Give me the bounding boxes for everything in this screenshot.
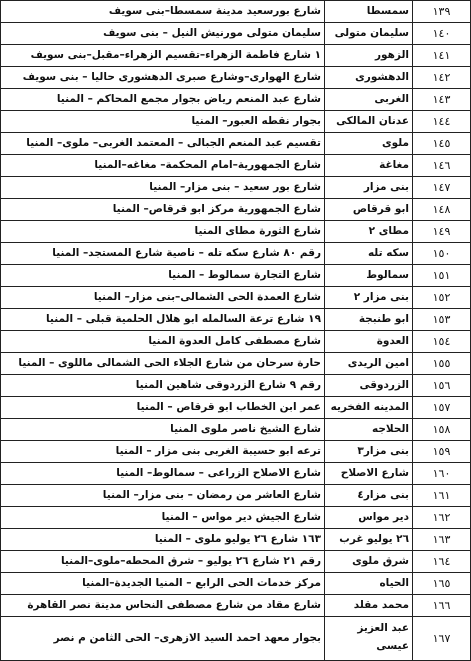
- table-row: [1, 595, 471, 617]
- branch-name: محمد مقلد: [325, 595, 413, 617]
- branch-address: شارع الجمهورية–امام المحكمة– مغاغه–المنيا: [1, 155, 325, 177]
- table-row: [1, 133, 471, 155]
- branch-address: شارع الثورة مطاى المنيا: [1, 221, 325, 243]
- row-number: ١٤٠: [413, 23, 471, 45]
- table-row: [1, 573, 471, 595]
- branch-address: شارع بورسعيد مدينة سمسطا–بنى سويف: [1, 1, 325, 23]
- branch-name: مطاى ٢: [325, 221, 413, 243]
- table-row: [1, 45, 471, 67]
- table-row: [1, 23, 471, 45]
- branch-address: عمر ابن الخطاب ابو قرقاص – المنيا: [1, 397, 325, 419]
- branch-name: عبد العزيز عيسى: [325, 617, 413, 661]
- row-number: ١٤٦: [413, 155, 471, 177]
- branch-address: شارع التجارة سمالوط – المنيا: [1, 265, 325, 287]
- branch-address: ١ شارع فاطمة الزهراء–تقسيم الزهراء–مقبل–بنى سويف: [1, 45, 325, 67]
- row-number: ١٦٠: [413, 463, 471, 485]
- table-row: [1, 111, 471, 133]
- table-row: [1, 441, 471, 463]
- table-row: [1, 309, 471, 331]
- row-number: ١٦٣: [413, 529, 471, 551]
- row-number: ١٤٢: [413, 67, 471, 89]
- branch-address: شارع الجيش دير مواس – المنيا: [1, 507, 325, 529]
- branch-name: بنى مزار٤: [325, 485, 413, 507]
- branch-name: مغاغة: [325, 155, 413, 177]
- row-number: ١٦٤: [413, 551, 471, 573]
- branch-address: شارع عبد المنعم رياض بجوار مجمع المحاكم – المنيا: [1, 89, 325, 111]
- table-row: [1, 221, 471, 243]
- row-number: ١٦١: [413, 485, 471, 507]
- branch-address: رقم ٨٠ شارع سكه تله – ناصية شارع المستجد– المنيا: [1, 243, 325, 265]
- table-row: [1, 617, 471, 661]
- table-row: [1, 1, 471, 23]
- row-number: ١٥٨: [413, 419, 471, 441]
- branch-name: ابو قرقاص: [325, 199, 413, 221]
- branch-name: الزهور: [325, 45, 413, 67]
- table-row: [1, 529, 471, 551]
- branch-address: سليمان متولى مورنيش النيل – بنى سويف: [1, 23, 325, 45]
- row-number: ١٤٥: [413, 133, 471, 155]
- branches-table-body: [1, 1, 471, 661]
- row-number: ١٥٠: [413, 243, 471, 265]
- branch-name: عدنان المالكى: [325, 111, 413, 133]
- branch-address: شارع الاصلاح الزراعى – سمالوط– المنيا: [1, 463, 325, 485]
- branch-address: شارع بور سعيد – بنى مزار– المنيا: [1, 177, 325, 199]
- table-row: [1, 463, 471, 485]
- branch-name: الغربى: [325, 89, 413, 111]
- branch-name: الحياه: [325, 573, 413, 595]
- branch-address: حارة سرحان من شارع الجلاء الحى الشمالى ماللوى – المنيا: [1, 353, 325, 375]
- branch-name: بنى مزار ٢: [325, 287, 413, 309]
- branch-address: شارع العاشر من رمضان – بنى مزار– المنيا: [1, 485, 325, 507]
- row-number: ١٥٥: [413, 353, 471, 375]
- branch-address: ١٩ شارع ترعة السالمله ابو هلال الحلمية قبلى – المنيا: [1, 309, 325, 331]
- branch-name: المدينه الفخريه: [325, 397, 413, 419]
- row-number: ١٤٤: [413, 111, 471, 133]
- branch-name: ابو طنبجة: [325, 309, 413, 331]
- branch-name: سمالوط: [325, 265, 413, 287]
- table-row: [1, 67, 471, 89]
- branch-address: ١٦٣ شارع ٢٦ يوليو ملوى – المنيا: [1, 529, 325, 551]
- table-row: [1, 375, 471, 397]
- branch-name: شارع الاصلاح: [325, 463, 413, 485]
- branch-name: الحلاجه: [325, 419, 413, 441]
- branch-name: ٢٦ يوليو غرب: [325, 529, 413, 551]
- branch-name: امين الريدى: [325, 353, 413, 375]
- row-number: ١٤٩: [413, 221, 471, 243]
- table-row: [1, 155, 471, 177]
- branch-address: شارع مقاد من شارع مصطفى النحاس مدينة نصر القاهرة: [1, 595, 325, 617]
- branch-name: الزردوقى: [325, 375, 413, 397]
- branch-address: تقسيم عبد المنعم الجبالى – المعتمد الغربى– ملوى– المنيا: [1, 133, 325, 155]
- branch-address: شارع الشيخ ناصر ملوى المنيا: [1, 419, 325, 441]
- branch-name: سكه تله: [325, 243, 413, 265]
- table-row: [1, 551, 471, 573]
- branch-address: مركز خدمات الحى الرابع – المنيا الجديدة–المنيا: [1, 573, 325, 595]
- row-number: ١٥٤: [413, 331, 471, 353]
- row-number: ١٤٣: [413, 89, 471, 111]
- row-number: ١٦٥: [413, 573, 471, 595]
- row-number: ١٦٧: [413, 617, 471, 661]
- row-number: ١٥٧: [413, 397, 471, 419]
- row-number: ١٥٩: [413, 441, 471, 463]
- branch-name: سمسطا: [325, 1, 413, 23]
- table-row: [1, 397, 471, 419]
- table-row: [1, 287, 471, 309]
- branch-address: شارع الجمهورية مركز ابو قرقاص– المنيا: [1, 199, 325, 221]
- branch-address: بجوار معهد احمد السيد الازهرى– الحى الثامن م نصر: [1, 617, 325, 661]
- branch-name: الدهشورى: [325, 67, 413, 89]
- branch-address: رقم ٩ شارع الزردوقى شاهين المنيا: [1, 375, 325, 397]
- row-number: ١٥٦: [413, 375, 471, 397]
- row-number: ١٥٢: [413, 287, 471, 309]
- branch-name: سليمان متولى: [325, 23, 413, 45]
- row-number: ١٥١: [413, 265, 471, 287]
- table-row: [1, 243, 471, 265]
- table-row: [1, 331, 471, 353]
- row-number: ١٦٢: [413, 507, 471, 529]
- row-number: ١٦٦: [413, 595, 471, 617]
- branch-name: ملوى: [325, 133, 413, 155]
- table-row: [1, 485, 471, 507]
- row-number: ١٤١: [413, 45, 471, 67]
- branch-name: العدوة: [325, 331, 413, 353]
- table-row: [1, 177, 471, 199]
- table-row: [1, 89, 471, 111]
- branch-name: بنى مزار٣: [325, 441, 413, 463]
- row-number: ١٥٣: [413, 309, 471, 331]
- table-row: [1, 353, 471, 375]
- branch-name: دير مواس: [325, 507, 413, 529]
- row-number: ١٣٩: [413, 1, 471, 23]
- branch-address: شارع العمدة الحى الشمالى–بنى مزار– المنيا: [1, 287, 325, 309]
- row-number: ١٤٨: [413, 199, 471, 221]
- branch-address: شارع مصطفى كامل العدوة المنيا: [1, 331, 325, 353]
- branch-address: بجوار نقطه العبور– المنيا: [1, 111, 325, 133]
- table-row: [1, 419, 471, 441]
- branch-name: بنى مزار: [325, 177, 413, 199]
- branch-address: رقم ٢١ شارع ٢٦ يوليو – شرق المحطه–ملوى–المنيا: [1, 551, 325, 573]
- table-row: [1, 507, 471, 529]
- branch-address: ترعه ابو حسيبة الغربى بنى مزار – المنيا: [1, 441, 325, 463]
- table-row: [1, 265, 471, 287]
- table-row: [1, 199, 471, 221]
- row-number: ١٤٧: [413, 177, 471, 199]
- branch-name: شرق ملوى: [325, 551, 413, 573]
- branch-address: شارع الهوارى–وشارع صبرى الدهشورى حاليا – بنى سويف: [1, 67, 325, 89]
